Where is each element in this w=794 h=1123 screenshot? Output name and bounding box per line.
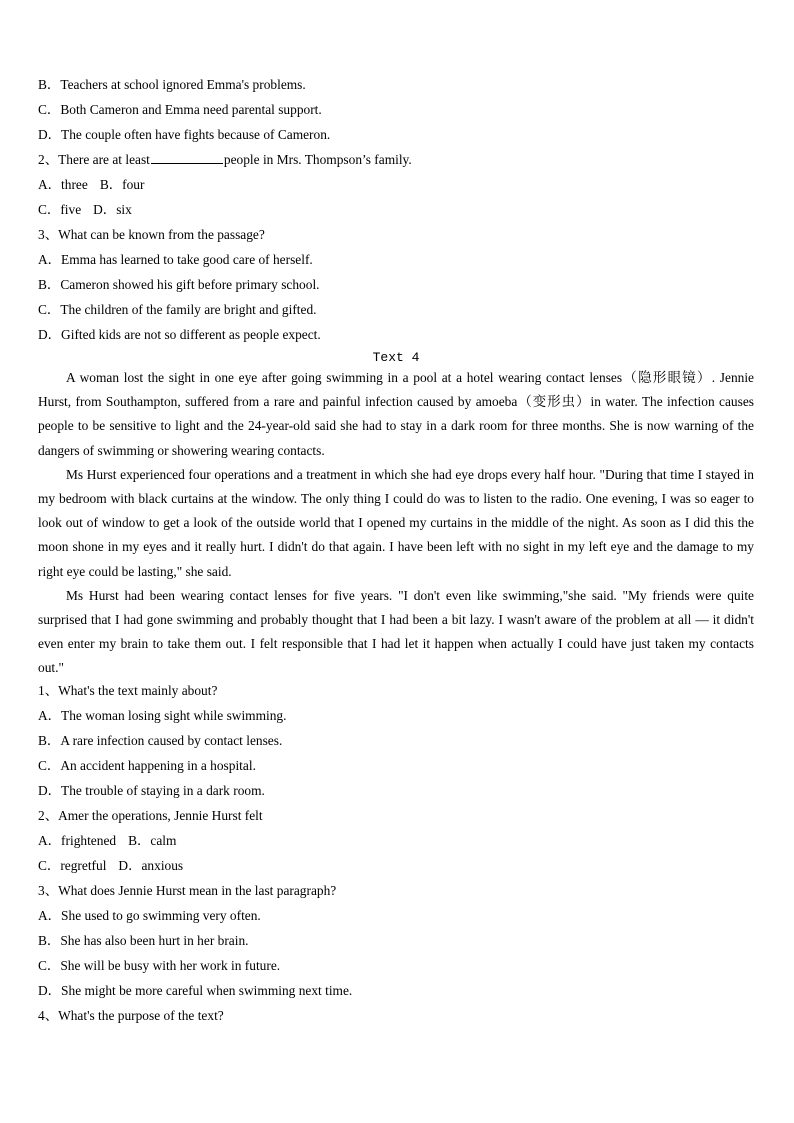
option-line: A．She used to go swimming very often. (38, 907, 261, 923)
option: D．six (93, 202, 132, 217)
option-line: D．She might be more careful when swimming next time. (38, 982, 353, 998)
question-stem: 4、What's the purpose of the text? (38, 1007, 224, 1023)
option-row (38, 856, 754, 881)
option-line: B．A rare infection caused by contact lenses. (38, 732, 283, 748)
question-stem (38, 150, 754, 175)
passage-paragraph: Ms Hurst experienced four operations and a treatment in which she had eye drops every half hour. "During that time I stayed in my bedroom with black curtains at the window. The only thing I could do was to listen to the radio. One evening, I was so eager to look out of window to get a look of the outside world that I opened my curtains in the middle of the night. As soon as I did this the moon shone in my eyes and it really hurt. I didn't do that again. I have been left with no sight in my left eye and the damage to my right eye could be lasting," she said. (38, 466, 754, 579)
stem-text: people in Mrs. Thompson’s family. (223, 152, 412, 167)
option-line: D．Gifted kids are not so different as people expect. (38, 327, 321, 342)
option-row (38, 175, 754, 200)
option: B．calm (128, 832, 177, 848)
option-line: C．She will be busy with her work in future. (38, 957, 281, 973)
option-line: A．The woman losing sight while swimming. (38, 707, 287, 723)
question-stem: 1、What's the text mainly about? (38, 682, 218, 698)
option-line: B．She has also been hurt in her brain. (38, 932, 249, 948)
option: A．three (38, 177, 88, 192)
question-stem: 2、Amer the operations, Jennie Hurst felt (38, 807, 263, 823)
option: C．regretful (38, 857, 107, 873)
option: C．five (38, 202, 82, 217)
passage-paragraph: Ms Hurst had been wearing contact lenses for five years. "I don't even like swimming,"she said. "My friends were quite surprised that I had gone swimming and probably thought that I had been a bit lazy. I wasn't aware of the problem at all — it didn't even enter my brain to take them out. I felt responsible that I had let it happen when actually I could have just taken my contacts out." (38, 587, 754, 676)
option-line: D．The couple often have fights because of Cameron. (38, 127, 331, 142)
question-stem: 3、What can be known from the passage? (38, 227, 265, 242)
stem-text: 2、There are at least (38, 152, 150, 167)
option-line: C．The children of the family are bright and gifted. (38, 302, 317, 317)
document-page (38, 75, 754, 1031)
option-line: B．Cameron showed his gift before primary school. (38, 277, 320, 292)
option: B．four (99, 177, 145, 192)
answer-blank (151, 151, 223, 164)
section-title: Text 4 (372, 350, 420, 365)
option-line: C．Both Cameron and Emma need parental support. (38, 102, 322, 117)
option-line: D．The trouble of staying in a dark room. (38, 782, 265, 798)
option-line: B．Teachers at school ignored Emma's problems. (38, 77, 306, 92)
option: A．frightened (38, 832, 117, 848)
option: D．anxious (118, 857, 184, 873)
option-line: A．Emma has learned to take good care of herself. (38, 252, 313, 267)
question-stem: 3、What does Jennie Hurst mean in the last paragraph? (38, 882, 337, 898)
option-row (38, 831, 754, 856)
option-row (38, 200, 754, 225)
option-line: C．An accident happening in a hospital. (38, 757, 256, 773)
passage-paragraph: A woman lost the sight in one eye after going swimming in a pool at a hotel wearing contact lenses（隐形眼镜）. Jennie Hurst, from Southampton, suffered from a rare and painful infection caused by amoeba（变形虫）in water. The infection causes people to be sensitive to light and the 24-year-old said she had to stay in a dark room for three months. She is now warning of the dangers of swimming or showering wearing contacts. (38, 370, 754, 458)
